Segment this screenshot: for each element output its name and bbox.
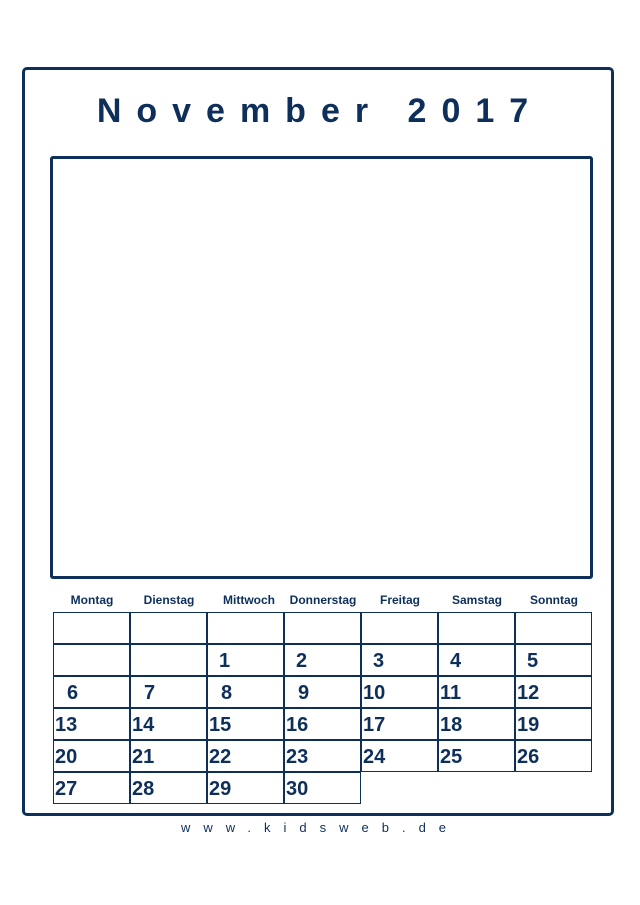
calendar-cell xyxy=(53,644,130,676)
day-number: 5 xyxy=(527,650,539,672)
calendar-cell xyxy=(130,644,207,676)
day-number: 12 xyxy=(517,682,540,704)
day-number: 1 xyxy=(219,650,231,672)
day-number: 14 xyxy=(132,714,155,736)
calendar-cell xyxy=(207,676,284,708)
day-number: 23 xyxy=(286,746,309,768)
day-number: 10 xyxy=(363,682,386,704)
day-number: 8 xyxy=(221,682,233,704)
day-number: 20 xyxy=(55,746,78,768)
weekday-header: Donnerstag xyxy=(289,593,357,607)
photo-placeholder-box xyxy=(50,156,593,579)
website-footer: www.kidsweb.de xyxy=(180,820,460,835)
day-number: 16 xyxy=(286,714,309,736)
day-number: 28 xyxy=(132,778,155,800)
calendar-cell xyxy=(207,612,284,644)
day-number: 18 xyxy=(440,714,463,736)
weekday-header: Freitag xyxy=(379,593,420,607)
calendar-cell xyxy=(53,612,130,644)
day-number: 9 xyxy=(298,682,310,704)
day-number: 7 xyxy=(144,682,156,704)
day-number: 19 xyxy=(517,714,540,736)
calendar-cell xyxy=(361,612,438,644)
calendar-cell xyxy=(130,612,207,644)
calendar-cell xyxy=(438,612,515,644)
calendar-cell xyxy=(53,676,130,708)
weekday-header: Montag xyxy=(70,593,114,607)
weekday-header: Samstag xyxy=(451,593,503,607)
weekday-header: Sonntag xyxy=(530,593,578,607)
day-number: 11 xyxy=(440,682,462,704)
day-number: 15 xyxy=(209,714,232,736)
day-number: 6 xyxy=(67,682,79,704)
day-number: 24 xyxy=(363,746,386,768)
day-number: 17 xyxy=(363,714,386,736)
day-number: 29 xyxy=(209,778,232,800)
day-number: 30 xyxy=(286,778,309,800)
day-number: 25 xyxy=(440,746,463,768)
day-number: 27 xyxy=(55,778,78,800)
calendar-title: November 2017 xyxy=(96,92,544,130)
day-number: 2 xyxy=(296,650,308,672)
calendar-cell xyxy=(284,612,361,644)
day-number: 4 xyxy=(450,650,462,672)
day-number: 3 xyxy=(373,650,385,672)
day-number: 26 xyxy=(517,746,540,768)
calendar-cell xyxy=(515,612,592,644)
day-number: 22 xyxy=(209,746,232,768)
day-number: 13 xyxy=(55,714,78,736)
weekday-header: Dienstag xyxy=(143,593,195,607)
calendar-cell xyxy=(130,676,207,708)
day-number: 21 xyxy=(132,746,155,768)
weekday-header: Mittwoch xyxy=(223,593,275,607)
calendar-cell xyxy=(284,676,361,708)
